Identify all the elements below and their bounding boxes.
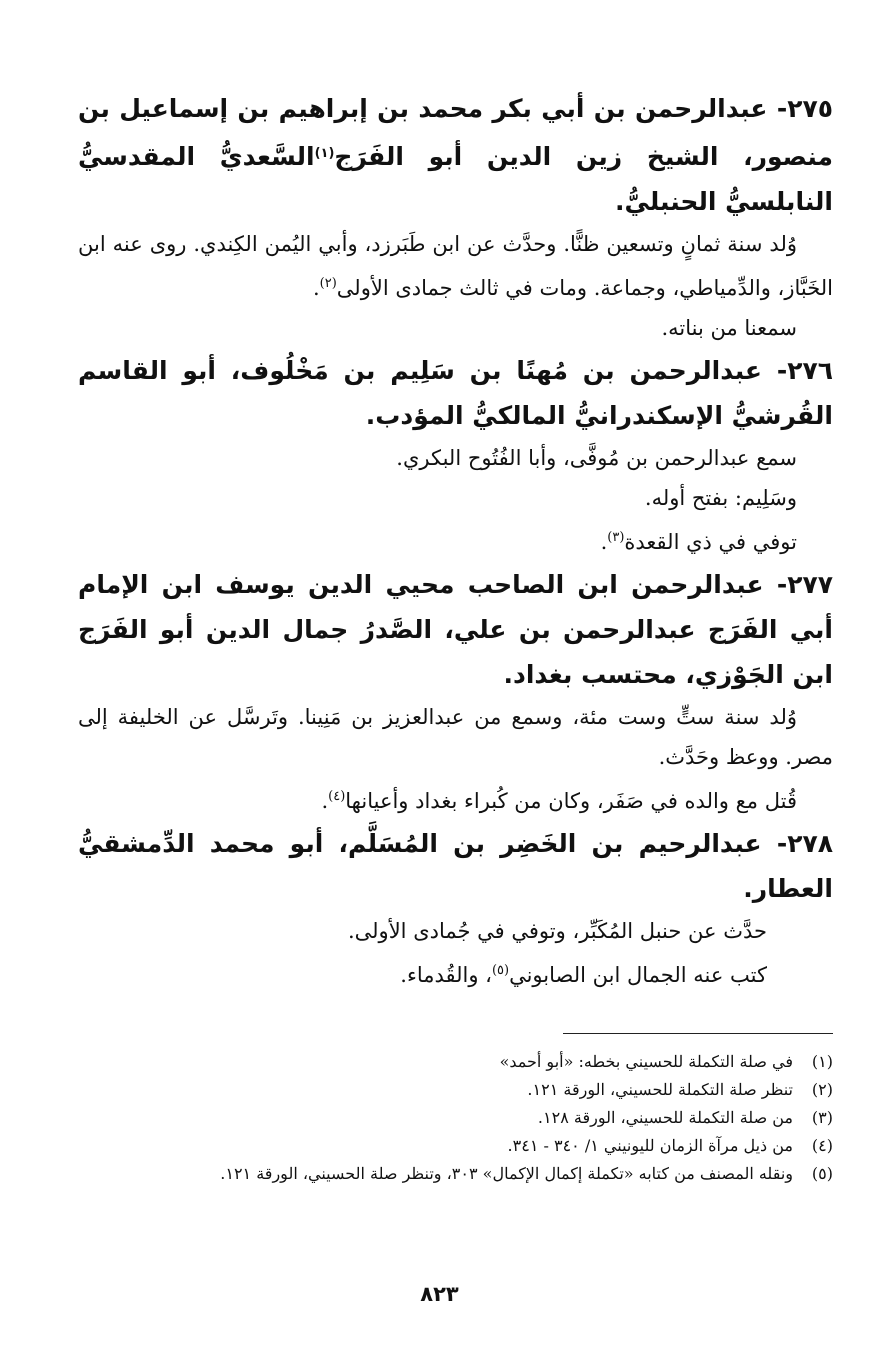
entry-heading xyxy=(78,562,833,697)
footnote-text: تنظر صلة التكملة للحسيني، الورقة ١٢١. xyxy=(527,1080,793,1099)
entry-number: ٢٧٥- xyxy=(776,94,833,123)
footnote xyxy=(78,1048,833,1076)
footnote-number: (٢) xyxy=(811,1080,833,1099)
footnote-ref: (١) xyxy=(314,146,335,161)
entry-paragraph: سمع عبدالرحمن بن مُوفَّى، وأبا الفُتُوح البكري. xyxy=(396,446,797,470)
footnote-ref: (٣) xyxy=(607,530,625,545)
entry-heading-text: عبدالرحيم بن الخَضِر بن المُسَلَّم، أبو محمد الدِّمشقيُّ العطار. xyxy=(78,829,833,903)
entry-heading xyxy=(78,348,833,438)
footnote-ref: (٥) xyxy=(491,963,510,978)
footnote xyxy=(78,1160,833,1188)
entry-paragraph xyxy=(78,951,833,995)
entry-heading-text: عبدالرحمن بن مُهنًا بن سَلِيم بن مَخْلُوف، أبو القاسم القُرشيُّ الإسكندرانيُّ المالكيُّ المؤدب. xyxy=(78,356,833,430)
footnote-text: ونقله المصنف من كتابه «تكملة إكمال الإكمال» ٣٠٣، وتنظر صلة الحسيني، الورقة ١٢١. xyxy=(220,1164,793,1183)
entry-paragraph: سمعنا من بناته. xyxy=(661,316,797,340)
footnote-number: (٣) xyxy=(811,1108,833,1127)
footnote-divider xyxy=(563,1033,833,1034)
footnote-text: في صلة التكملة للحسيني بخطه: «أبو أحمد» xyxy=(499,1052,793,1071)
entry-paragraph: وُلد سنة ستٍّ وست مئة، وسمع من عبدالعزيز بن مَنِينا. وتَرسَّل عن الخليفة إلى مصر. ووعظ وحَدَّث. xyxy=(78,705,833,769)
paragraph-end: . xyxy=(600,530,608,554)
page-number: ٨٢٣ xyxy=(420,1282,459,1306)
entry-paragraph: وسَلِيم: بفتح أوله. xyxy=(644,486,797,510)
paragraph-text: وُلد سنة ثمانٍ وتسعين ظنًّا. وحدَّث عن ابن طَبَرزد، وأبي اليُمن الكِندي. روى عنه ابن الخَبَّاز، والدِّمياطي، وجماعة. ومات في ثالث جمادى الأولى xyxy=(78,232,833,300)
entry-number: ٢٧٦- xyxy=(776,356,833,385)
entry-275 xyxy=(78,86,833,348)
footnote-number: (١) xyxy=(811,1052,833,1071)
footnote-ref: (٤) xyxy=(328,789,346,804)
footnote xyxy=(78,1132,833,1160)
entry-heading-text: عبدالرحمن ابن الصاحب محيي الدين يوسف ابن الإمام أبي الفَرَج عبدالرحمن بن علي، الصَّدرُ جمال الدين أبو الفَرَج ابن الجَوْزي، محتسب بغداد. xyxy=(78,570,833,689)
footnotes xyxy=(78,1048,833,1188)
entry-number: ٢٧٧- xyxy=(776,570,833,599)
footnote xyxy=(78,1076,833,1104)
entry-heading-text: عبدالرحمن بن أبي بكر محمد بن إبراهيم بن إسماعيل بن منصور، الشيخ زين الدين أبو الفَرَج xyxy=(78,94,834,171)
entry-paragraph xyxy=(78,777,833,821)
paragraph-text: قُتل مع والده في صَفَر، وكان من كُبراء بغداد وأعيانها xyxy=(345,789,797,813)
footnote-text: من صلة التكملة للحسيني، الورقة ١٢٨. xyxy=(537,1108,793,1127)
entry-paragraph xyxy=(78,224,833,308)
entry-276 xyxy=(78,348,833,562)
footnote-text: من ذيل مرآة الزمان لليونيني ١/ ٣٤٠ - ٣٤١. xyxy=(507,1136,793,1155)
footnote-number: (٥) xyxy=(811,1164,833,1183)
paragraph-text: كتب عنه الجمال ابن الصابوني xyxy=(509,963,767,987)
footnote xyxy=(78,1104,833,1132)
paragraph-text: توفي في ذي القعدة xyxy=(624,530,797,554)
entry-heading-tail: السَّعديُّ المقدسيُّ النابلسيُّ الحنبليُّ. xyxy=(78,142,833,216)
entry-heading xyxy=(78,821,833,911)
entry-paragraph: حدَّث عن حنبل المُكَبِّر، وتوفي في جُمادى الأولى. xyxy=(347,919,767,943)
paragraph-end: . xyxy=(312,276,320,300)
paragraph-end: ، والقُدماء. xyxy=(400,963,492,987)
entry-278 xyxy=(78,821,833,995)
paragraph-end: . xyxy=(321,789,329,813)
entry-heading xyxy=(78,86,833,224)
footnote-number: (٤) xyxy=(811,1136,833,1155)
entry-number: ٢٧٨- xyxy=(776,829,833,858)
entry-paragraph xyxy=(78,518,833,562)
entry-277 xyxy=(78,562,833,821)
footnote-ref: (٢) xyxy=(319,276,337,291)
